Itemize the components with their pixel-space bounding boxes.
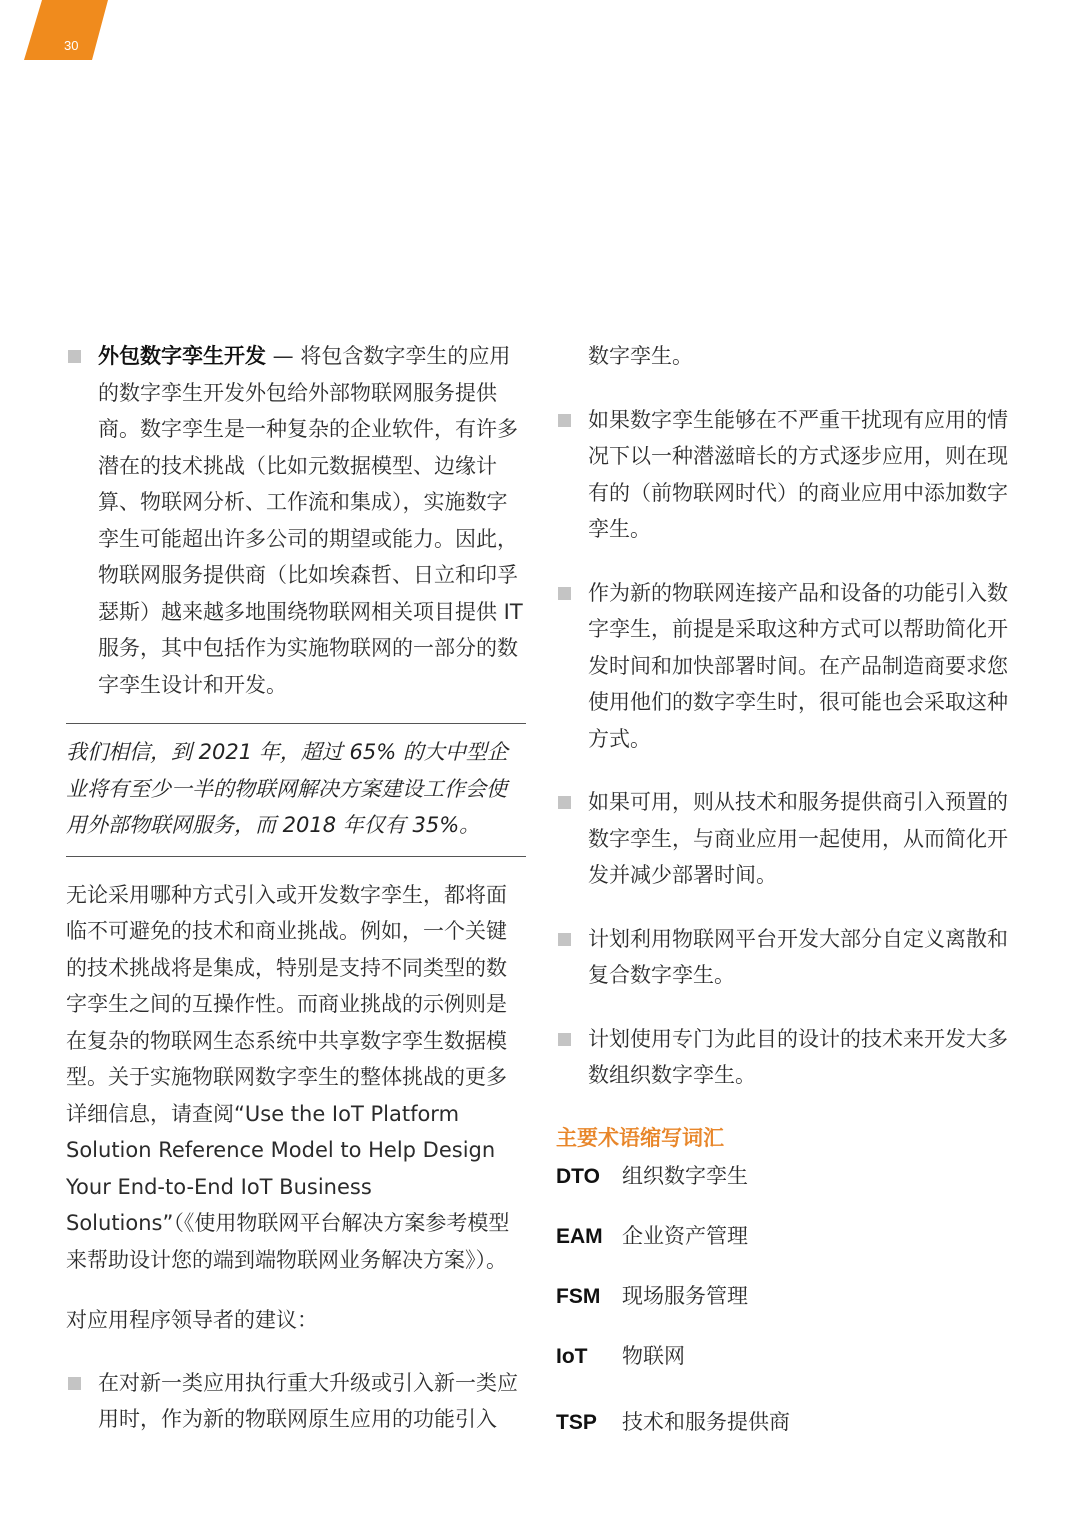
glossary-row <box>556 1160 1026 1190</box>
orange-tab-shape <box>0 0 110 60</box>
bullet-square-icon <box>558 796 571 809</box>
recommendation-heading: 对应用程序领导者的建议： <box>66 1308 318 1332</box>
bullet-heading: 外包数字孪生开发 <box>98 344 266 368</box>
pull-quote: 我们相信，到 2021 年，超过 65% 的大中型企业将有至少一半的物联网解决方案建设工作会使用外部物联网服务，而 2018 年仅有 35%。 <box>66 723 526 857</box>
bullet-recommendation-6 <box>556 1021 1026 1094</box>
glossary-definition: 企业资产管理 <box>622 1223 748 1248</box>
glossary-term: IoT <box>556 1344 588 1368</box>
bullet-text: 在对新一类应用执行重大升级或引入新一类应用时，作为新的物联网原生应用的功能引入 <box>98 1370 518 1431</box>
bullet-recommendation-3 <box>556 575 1026 758</box>
glossary-row <box>556 1280 1026 1310</box>
page-number: 30 <box>64 38 79 53</box>
glossary-row <box>556 1406 1026 1436</box>
bullet-recommendation-4 <box>556 784 1026 894</box>
glossary-row <box>556 1340 1026 1370</box>
glossary-term: TSP <box>556 1410 597 1434</box>
left-column <box>66 338 526 1438</box>
glossary-row <box>556 1220 1026 1250</box>
bullet-square-icon <box>558 933 571 946</box>
bullet-outsource <box>66 338 526 703</box>
glossary-definition: 物联网 <box>622 1343 685 1368</box>
bullet-recommendation-5 <box>556 921 1026 994</box>
glossary-definition: 组织数字孪生 <box>622 1163 748 1188</box>
bullet-square-icon <box>558 414 571 427</box>
bullet-text: 如果数字孪生能够在不严重干扰现有应用的情况下以一种潜滋暗长的方式逐步应用，则在现有的（前物联网时代）的商业应用中添加数字孪生。 <box>588 407 1008 541</box>
right-column <box>556 338 1026 1436</box>
glossary-term: DTO <box>556 1164 600 1188</box>
glossary-definition: 现场服务管理 <box>622 1283 748 1308</box>
bullet-text: 计划利用物联网平台开发大部分自定义离散和复合数字孪生。 <box>588 926 1008 987</box>
page-corner-tab <box>0 0 110 60</box>
glossary-term: FSM <box>556 1284 601 1308</box>
bullet-text: 计划使用专门为此目的设计的技术来开发大多数组织数字孪生。 <box>588 1026 1008 1087</box>
bullet-square-icon <box>558 587 571 600</box>
bullet-continuation: 数字孪生。 <box>588 344 693 368</box>
glossary-title: 主要术语缩写词汇 <box>556 1124 724 1150</box>
bullet-recommendation-1 <box>66 1365 526 1438</box>
bullet-square-icon <box>68 350 81 363</box>
bullet-square-icon <box>68 1377 81 1390</box>
glossary-definition: 技术和服务提供商 <box>622 1409 790 1434</box>
body-paragraph: 无论采用哪种方式引入或开发数字孪生，都将面临不可避免的技术和商业挑战。例如，一个关键的技术挑战将是集成，特别是支持不同类型的数字孪生之间的互操作性。而商业挑战的示例则是在复杂的物联网生态系统中共享数字孪生数据模型。关于实施物联网数字孪生的整体挑战的更多详细信息，请查阅“Use the IoT Platform Solution Reference Model to Help Design Your End-to-End IoT Business Solutions”（《使用物联网平台解决方案参考模型来帮助设计您的端到端物联网业务解决方案》）。 <box>66 882 510 1272</box>
bullet-text: 作为新的物联网连接产品和设备的功能引入数字孪生，前提是采取这种方式可以帮助简化开发时间和加快部署时间。在产品制造商要求您使用他们的数字孪生时，很可能也会采取这种方式。 <box>588 580 1008 751</box>
bullet-text: 如果可用，则从技术和服务提供商引入预置的数字孪生，与商业应用一起使用，从而简化开发并减少部署时间。 <box>588 790 1008 887</box>
bullet-square-icon <box>558 1033 571 1046</box>
bullet-recommendation-2 <box>556 402 1026 548</box>
bullet-text: — 将包含数字孪生的应用的数字孪生开发外包给外部物联网服务提供商。数字孪生是一种复杂的企业软件，有许多潜在的技术挑战（比如元数据模型、边缘计算、物联网分析、工作流和集成），实施数字孪生可能超出许多公司的期望或能力。因此，物联网服务提供商（比如埃森哲、日立和印孚瑟斯）越来越多地围绕物联网相关项目提供 IT 服务，其中包括作为实施物联网的一部分的数字孪生设计和开发。 <box>98 344 523 697</box>
glossary-term: EAM <box>556 1224 603 1248</box>
